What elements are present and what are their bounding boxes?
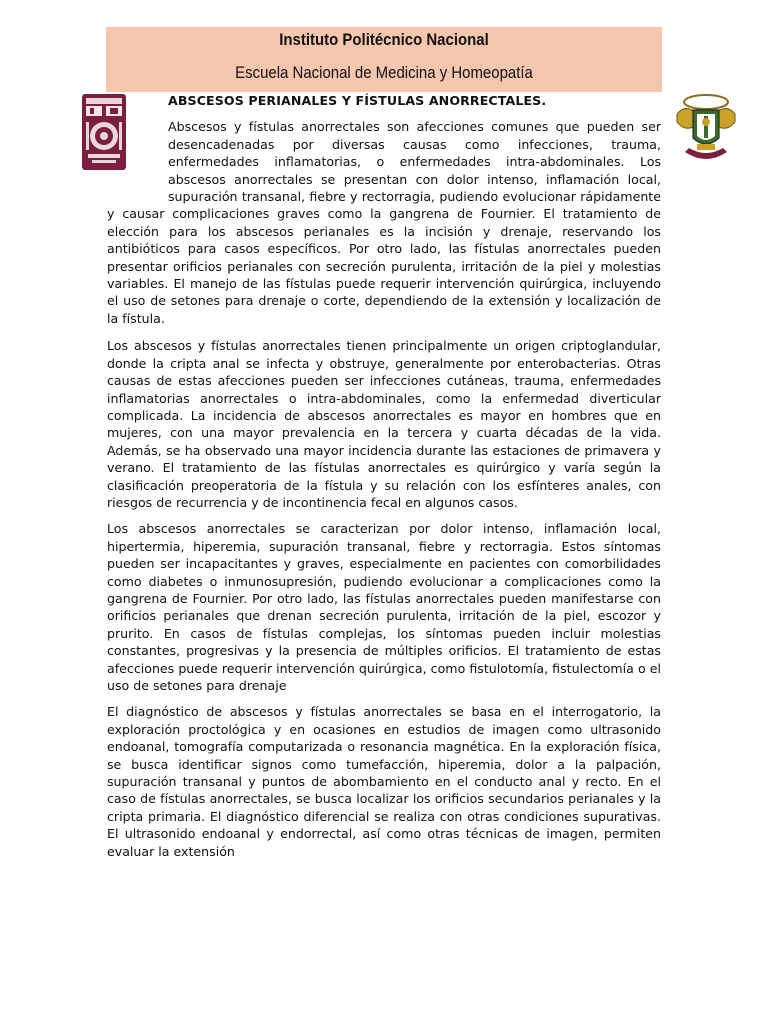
escudo-enmh-logo (671, 92, 741, 168)
page-header (106, 27, 662, 92)
document-title: ABSCESOS PERIANALES Y FÍSTULAS ANORRECTALES. (168, 93, 547, 108)
paragraph: Los abscesos y fístulas anorrectales tienen principalmente un origen criptoglandular, donde la cripta anal se infecta y obstruye, generalmente por enterobacterias. Otras causas de estas afecciones pueden ser infecciones cutáneas, trauma, enfermedades inflamatorias anorrectales o intra-abdominales, como la enfermedad diverticular complicada. La incidencia de abscesos anorrectales es mayor en hombres que en mujeres, con una mayor prevalencia en la tercera y cuarta décadas de la vida. Además, se ha observado una mayor incidencia durante las estaciones de primavera y verano. El tratamiento de las fístulas anorrectales es quirúrgico y varía según la clasificación preoperatoria de la fístula y su relación con los esfínteres anales, con riesgos de recurrencia y de incontinencia fecal en algunos casos. (107, 338, 661, 510)
paragraph: Abscesos y fístulas anorrectales son afecciones comunes que pueden ser desencadenadas por diversas causas como infecciones, trauma, enfermedades inflamatorias, o enfermedades intra-abdominales. Los abscesos anorrectales se presentan con dolor intenso, inflamación local, supuración transanal, fiebre y rectorragia, pudiendo evolucionar rápidamente y causar complicaciones graves como la gangrena de Fournier. El tratamiento de elección para los abscesos perianales es la incisión y drenaje, reservando los antibióticos para casos específicos. Por otro lado, las fístulas anorrectales pueden presentar orificios perianales con secreción purulenta, irritación de la piel y molestias variables. El manejo de las fístulas puede requerir intervención quirúrgica, incluyendo el uso de setones para drenaje o corte, dependiendo de la extensión y localización de la fístula. (107, 119, 661, 326)
school-name: Escuela Nacional de Medicina y Homeopatía (235, 63, 533, 82)
logo-wrap-spacer (107, 92, 168, 197)
institution-name: Instituto Politécnico Nacional (279, 30, 489, 49)
paragraph: El diagnóstico de abscesos y fístulas anorrectales se basa en el interrogatorio, la exploración proctológica y en ocasiones en estudios de imagen como ultrasonido endoanal, tomografía computarizada o resonancia magnética. En la exploración física, se busca identificar signos como tumefacción, hiperemia, dolor a la palpación, supuración transanal y puntos de abombamiento en el conducto anal y recto. En el caso de fístulas anorrectales, se busca localizar los orificios secundarios perianales y la cripta primaria. El diagnóstico diferencial se realiza con otras condiciones supurativas. El ultrasonido endoanal y endorrectal, así como otras técnicas de imagen, permiten evaluar la extensión (107, 704, 661, 859)
document-body (107, 92, 661, 869)
paragraph: Los abscesos anorrectales se caracterizan por dolor intenso, inflamación local, hipertermia, hiperemia, supuración transanal, fiebre y rectorragia. Estos síntomas pueden ser incapacitantes y graves, especialmente en pacientes con comorbilidades como diabetes o inmunosupresión, pudiendo evolucionar a complicaciones como la gangrena de Fournier. Por otro lado, las fístulas anorrectales pueden manifestarse con orificios perianales que drenan secreción purulenta, irritación de la piel, escozor y prurito. En casos de fístulas complejas, los síntomas pueden incluir molestias constantes, progresivas y la presencia de múltiples orificios. El tratamiento de estas afecciones puede requerir intervención quirúrgica, como fistulotomía, fistulectomía o el uso de setones para drenaje (107, 521, 661, 693)
